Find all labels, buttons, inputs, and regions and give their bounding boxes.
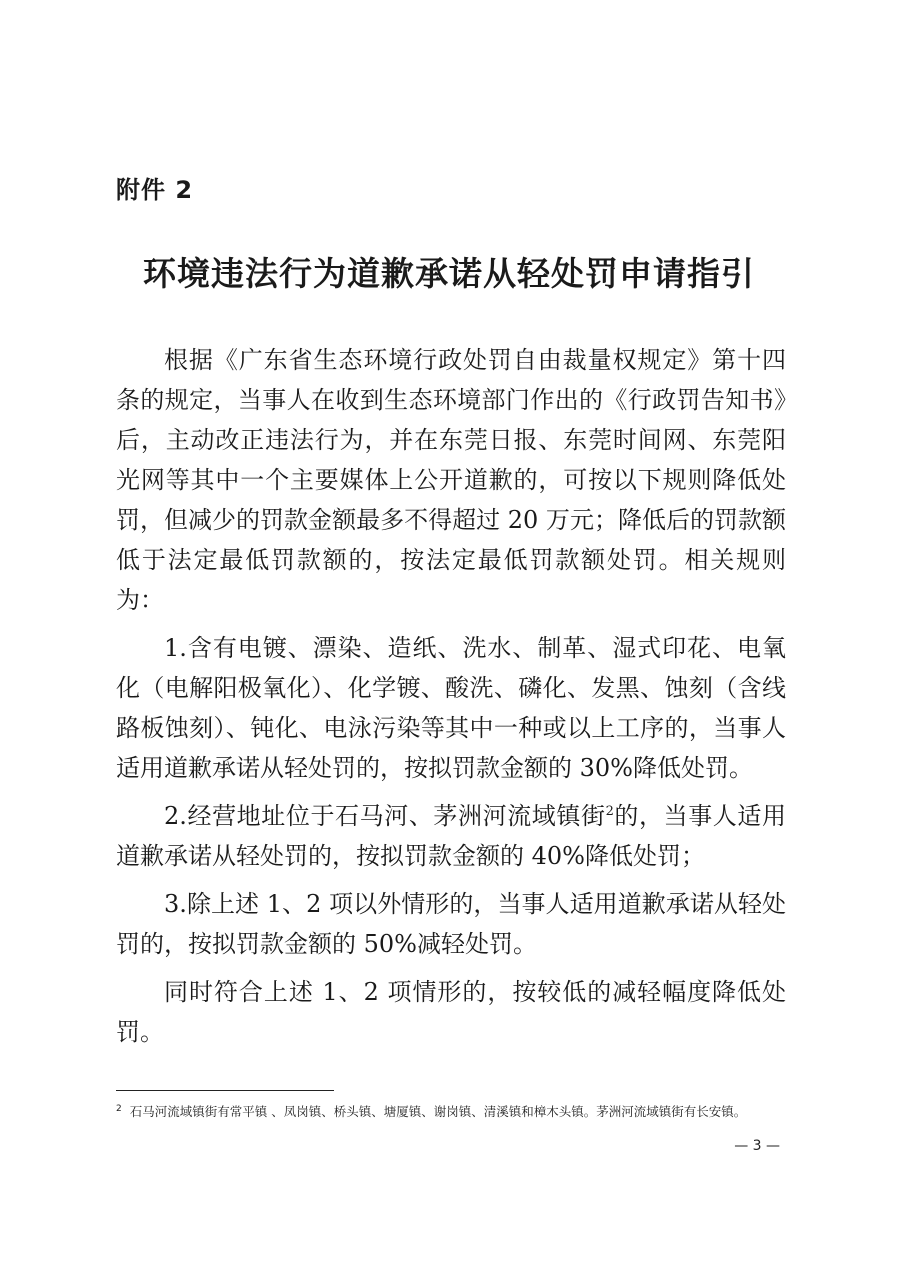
closing-paragraph: 同时符合上述 1、2 项情形的，按较低的减轻幅度降低处罚。 (116, 978, 786, 1046)
footnote-reference: 2 (605, 804, 614, 819)
rule-1-paragraph: 1.含有电镀、漂染、造纸、洗水、制革、湿式印花、电氧化（电解阳极氧化）、化学镀、酸洗、磷化、发黑、蚀刻（含线路板蚀刻）、钝化、电泳污染等其中一种或以上工序的，当事人适用道歉承诺从轻处罚的，按拟罚款金额的 30%降低处罚。 (116, 634, 786, 782)
footnote-divider (116, 1090, 334, 1091)
page-number: — 3 — (734, 1138, 780, 1154)
intro-paragraph: 根据《广东省生态环境行政处罚自由裁量权规定》第十四条的规定，当事人在收到生态环境部门作出的《行政罚告知书》后，主动改正违法行为，并在东莞日报、东莞时间网、东莞阳光网等其中一个主要媒体上公开道歉的，可按以下规则降低处罚，但减少的罚款金额最多不得超过 20 万元；降低后的罚款额低于法定最低罚款额的，按法定最低罚款额处罚。相关规则为： (116, 346, 786, 614)
rule-2-text-end: 的，当事人适用道歉承诺从轻处罚的，按拟罚款金额的 40%降低处罚； (116, 802, 786, 870)
rule-2-paragraph (116, 796, 786, 876)
footnote (116, 1100, 786, 1121)
footnote-text: 石马河流域镇街有常平镇 、凤岗镇、桥头镇、塘厦镇、谢岗镇、清溪镇和樟木头镇。茅洲河流域镇街有长安镇。 (129, 1104, 747, 1120)
attachment-label: 附件 2 (116, 176, 194, 204)
footnote-mark: 2 (116, 1104, 122, 1114)
document-title: 环境违法行为道歉承诺从轻处罚申请指引 (143, 254, 755, 293)
rule-3-paragraph: 3.除上述 1、2 项以外情形的，当事人适用道歉承诺从轻处罚的，按拟罚款金额的 50%减轻处罚。 (116, 890, 786, 958)
document-body (116, 340, 786, 1052)
rule-2-text-start: 2.经营地址位于石马河、茅洲河流域镇街 (164, 802, 606, 830)
